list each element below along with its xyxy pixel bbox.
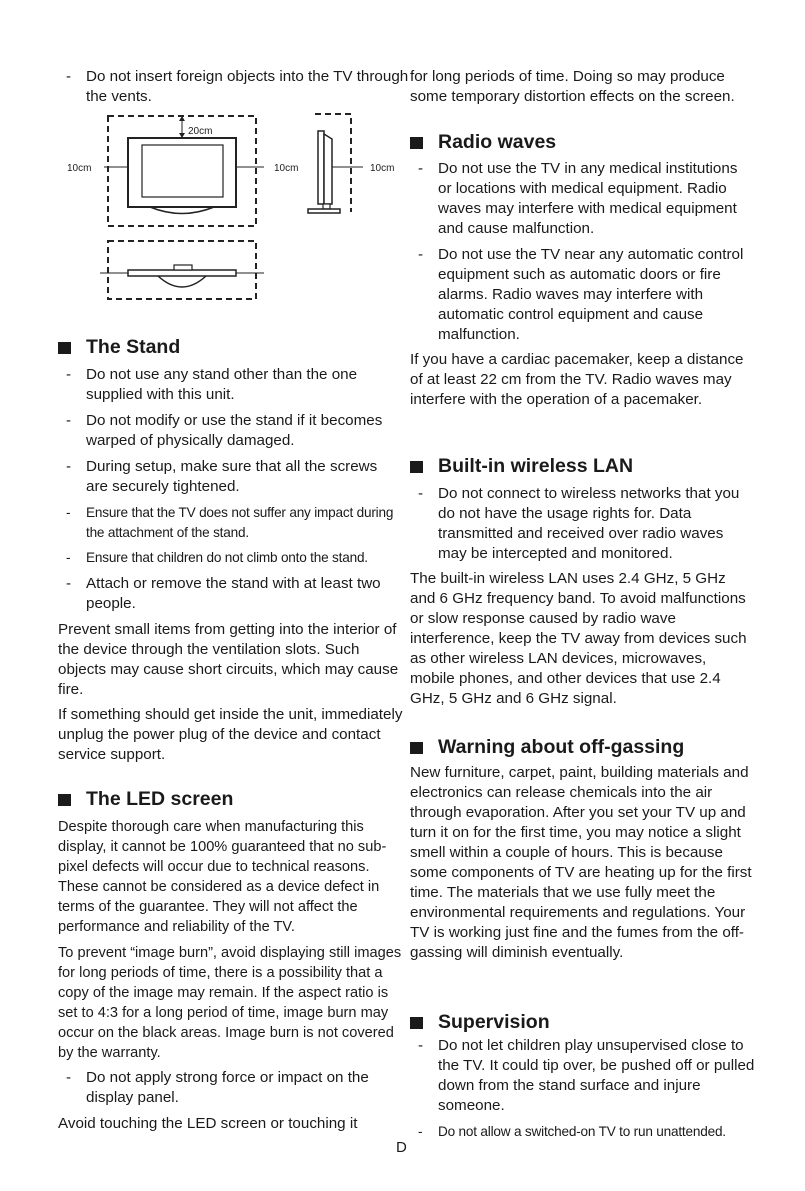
- bullet-dash: -: [66, 68, 72, 85]
- tv-side-icon: [318, 131, 324, 204]
- list-item: - Ensure that the TV does not suffer any impact during the attachment of the stand.: [66, 505, 394, 540]
- square-bullet-icon: [410, 137, 423, 149]
- section-radio-waves: [410, 130, 755, 154]
- square-bullet-icon: [410, 461, 423, 473]
- list-item: - Ensure that children do not climb onto the stand.: [66, 550, 368, 565]
- tv-top-view-icon: [128, 270, 236, 276]
- list-item: - Do not modify or use the stand if it becomes warped of physically damaged.: [66, 412, 383, 449]
- paragraph: for long periods of time. Doing so may produce some temporary distortion effects on the screen.: [410, 68, 735, 105]
- section-heading: The LED screen: [58, 787, 403, 811]
- list-item: - Do not use any stand other than the one supplied with this unit.: [66, 366, 358, 403]
- list-item: - Do not let children play unsupervised close to the TV. It could tip over, be pushed off or pulled down from the stand surface and injure someone.: [418, 1037, 755, 1114]
- right-clearance-label: 10cm: [274, 163, 299, 174]
- paragraph: If something should get inside the unit, immediately unplug the power plug of the device and contact service support.: [58, 706, 403, 763]
- square-bullet-icon: [410, 1017, 423, 1029]
- square-bullet-icon: [58, 342, 71, 354]
- section-heading: Built-in wireless LAN: [410, 454, 755, 478]
- list-item: - Attach or remove the stand with at least two people.: [66, 575, 381, 612]
- section-supervision: [410, 1010, 755, 1034]
- list-item: - During setup, make sure that all the screws are securely tightened.: [66, 458, 378, 495]
- paragraph: The built-in wireless LAN uses 2.4 GHz, 5 GHz and 6 GHz frequency band. To avoid malfunctions or slow response caused by radio wave interference, keep the TV away from devices such as other wireless LAN devices, microwaves, mobile phones, and other devices that use 2.4 GHz, 5 GHz and 6 GHz signal.: [410, 570, 747, 707]
- list-item: - Do not apply strong force or impact on the display panel.: [66, 1069, 369, 1106]
- square-bullet-icon: [58, 794, 71, 806]
- list-item: - Do not allow a switched-on TV to run unattended.: [418, 1124, 726, 1139]
- section-the-stand: [58, 335, 403, 359]
- paragraph: Prevent small items from getting into the interior of the device through the ventilation slots. Such objects may cause short circuits, which may cause fire.: [58, 621, 399, 698]
- top-clearance-label: 20cm: [188, 126, 213, 137]
- section-wireless-lan: [410, 454, 755, 478]
- clearance-diagram: [58, 108, 408, 308]
- square-bullet-icon: [410, 742, 423, 754]
- paragraph: To prevent “image burn”, avoid displaying still images for long periods of time, there is a possibility that a copy of the image may remain. If the aspect ratio is set to 4:3 for a long period of time, image burn may occur on the black areas. Image burn is not covered by the warranty.: [58, 945, 402, 1061]
- list-item: - Do not insert foreign objects into the TV through the vents.: [66, 68, 409, 105]
- section-heading: Supervision: [410, 1010, 755, 1034]
- paragraph: If you have a cardiac pacemaker, keep a distance of at least 22 cm from the TV. Radio waves may interfere with the operation of a pacemaker.: [410, 351, 744, 408]
- section-off-gassing: [410, 735, 755, 759]
- rear-clearance-label: 10cm: [370, 163, 395, 174]
- section-heading: Radio waves: [410, 130, 755, 154]
- section-heading: The Stand: [58, 335, 403, 359]
- paragraph: Avoid touching the LED screen or touching it: [58, 1115, 358, 1132]
- section-heading: Warning about off-gassing: [410, 735, 755, 759]
- paragraph: Despite thorough care when manufacturing this display, it cannot be 100% guaranteed that no sub-pixel defects will occur due to technical reasons. These cannot be considered as a device defect in terms of the guarantee. They will not affect the performance and reliability of the TV.: [58, 819, 387, 935]
- list-item: - Do not connect to wireless networks that you do not have the usage rights for. Data transmitted and received over radio waves may be intercepted and monitored.: [418, 485, 740, 562]
- paragraph: New furniture, carpet, paint, building materials and electronics can release chemicals into the air through evaporation. After you set your TV up and turn it on for the first time, you may notice a slight smell within a couple of hours. This is because some components of TV are heating up for the first time. The materials that we use fully meet the environmental requirements and regulations. Your TV is working just fine and the fumes from the off-gassing will diminish eventually.: [410, 764, 752, 961]
- page-number: D: [396, 1139, 407, 1156]
- section-led-screen: [58, 787, 403, 811]
- left-clearance-label: 10cm: [67, 163, 92, 174]
- list-item: - Do not use the TV near any automatic control equipment such as automatic doors or fire alarms. Radio waves may interfere with automatic control equipment and cause malfunction.: [418, 246, 744, 343]
- list-item: - Do not use the TV in any medical institutions or locations with medical equipment. Radio waves may interfere with medical equipment and cause malfunction.: [418, 160, 738, 237]
